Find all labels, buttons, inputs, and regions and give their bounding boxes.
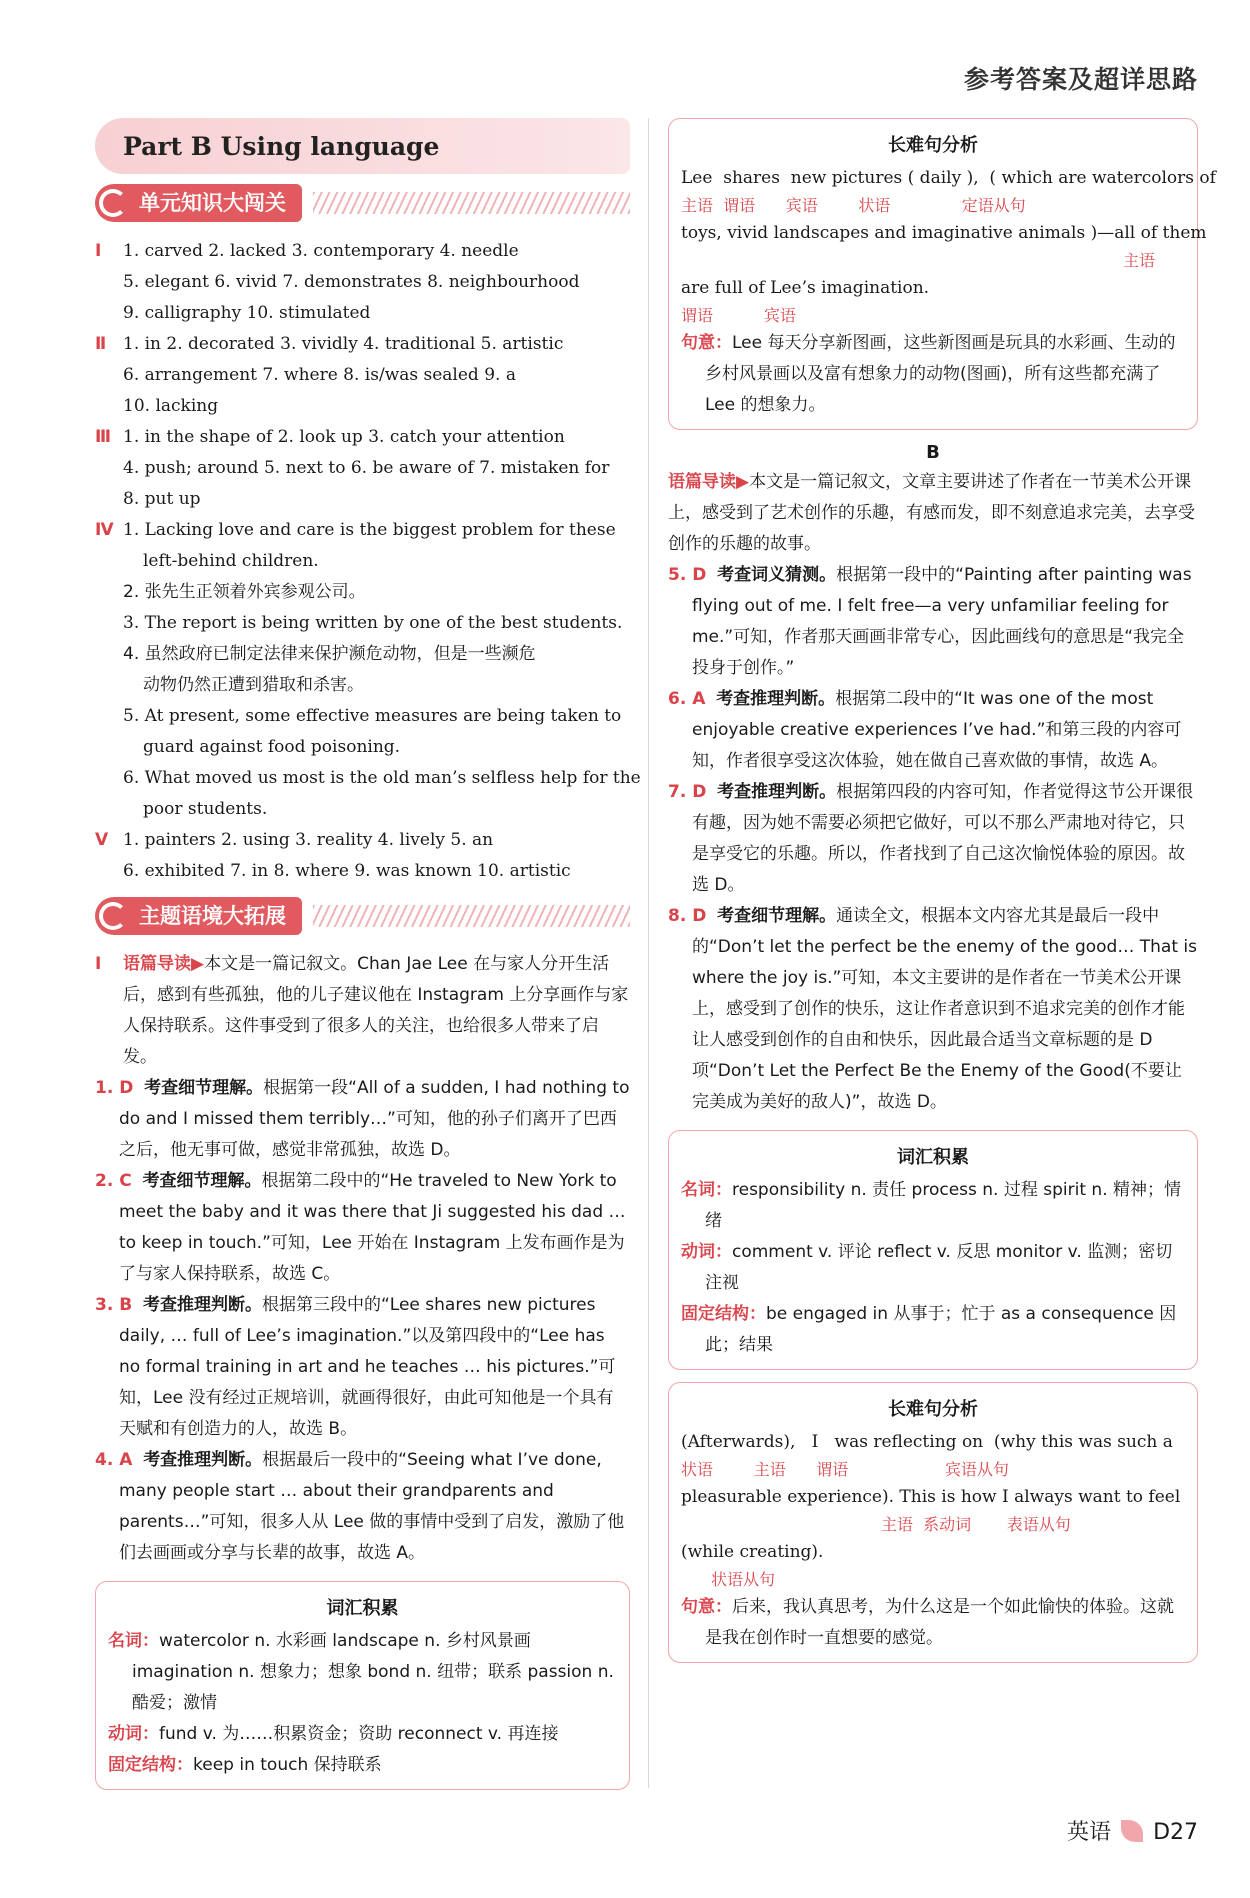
answer-line: 4. push; around 5. next to 6. be aware of 7. mistaken for — [123, 458, 610, 478]
answer-line: 6. arrangement 7. where 8. is/was sealed 9. a — [123, 365, 516, 385]
section-V: Ⅴ 1. painters 2. using 3. reality 4. lively 5. an 6. exhibited 7. in 8. where 9. was known 10. artistic — [95, 825, 630, 887]
answer-line: 1. Lacking love and care is the biggest problem for these — [123, 520, 616, 540]
answer-5 — [668, 560, 1198, 684]
part-title-bar — [95, 118, 630, 174]
answer-type: 考查词义猜测。 — [717, 565, 837, 585]
vocab-label: 固定结构： — [108, 1755, 193, 1775]
page-number: D27 — [1153, 1820, 1198, 1845]
sentence-line: pleasurable experience). This is how I always want to feel — [681, 1487, 1181, 1507]
vocab-nouns: responsibility n. 责任 process n. 过程 spirit n. 精神；情绪 — [705, 1180, 1182, 1231]
grammar-labels: 主语 — [1122, 251, 1155, 270]
grammar-labels: 谓语 宾语 — [681, 306, 796, 325]
passage-guide: Ⅰ 语篇导读▶本文是一篇记叙文。Chan Jae Lee 在与家人分开生活后，感到有些孤独，他的儿子建议他在 Instagram 上分享画作与家人保持联系。这件事受到了很多人的关注，也给很多人带来了启发。 — [95, 954, 629, 1067]
page-header: 参考答案及超详思路 — [963, 65, 1198, 94]
answer-line: 6. exhibited 7. in 8. where 9. was known 10. artistic — [123, 861, 571, 881]
grammar-labels: 主语 系动词 表语从句 — [881, 1515, 1071, 1534]
part-title: Part B Using language — [123, 132, 440, 161]
answer-number: 8. D — [668, 906, 707, 926]
answer-line: left-behind children. — [143, 551, 319, 571]
guide-text: 本文是一篇记叙文。Chan Jae Lee 在与家人分开生活后，感到有些孤独，他的儿子建议他在 Instagram 上分享画作与家人保持联系。这件事受到了很多人的关注，也给很多人带来了启发。 — [123, 954, 629, 1067]
answer-number: 1. D — [95, 1078, 134, 1098]
left-column — [95, 118, 641, 1802]
vocab-phrases: keep in touch 保持联系 — [193, 1755, 382, 1775]
answer-text: 根据最后一段中的“Seeing what I’ve done, many people start … about their grandparents and parents…”可知，很多人从 Lee 做的事情中受到了启发，激励了他们去画画或分享与长辈的故事，故选 A。 — [119, 1450, 625, 1563]
translation-text: Lee 每天分享新图画，这些新图画是玩具的水彩画、生动的乡村风景画以及富有想象力的动物(图画)，所有这些都充满了 Lee 的想象力。 — [705, 333, 1176, 415]
answer-number: 3. B — [95, 1295, 133, 1315]
vocab-title: 词汇积累 — [326, 1598, 399, 1619]
answer-number: 5. D — [668, 565, 707, 585]
guide-text: 本文是一篇记叙文，文章主要讲述了作者在一节美术公开课上，感受到了艺术创作的乐趣，有感而发，即不刻意追求完美，去享受创作的乐趣的故事。 — [668, 472, 1195, 554]
answer-line: 1. carved 2. lacked 3. contemporary 4. needle — [123, 241, 519, 261]
vocab-phrases: be engaged in 从事于；忙于 as a consequence 因此；结果 — [705, 1304, 1177, 1355]
answer-line: 6. What moved us most is the old man’s selfless help for the — [123, 768, 641, 788]
analysis-title: 长难句分析 — [888, 1399, 978, 1420]
analysis-title: 长难句分析 — [888, 135, 978, 156]
page-footer — [1067, 1815, 1198, 1846]
answer-text: 通读全文，根据本文内容尤其是最后一段中的“Don’t let the perfect be the enemy of the good… That is where the joy is.”可知，本文主要讲的是作者在一节美术公开课上，感受到了创作的快乐，这让作者意识到不追求完美的创作才能让人感受到创作的自由和快乐，因此最合适当文章标题的是 D 项“Don’t Let the Perfect Be the Enemy of the Good(不要让完美成为美好的敌人)”，故选 D。 — [692, 906, 1197, 1112]
answer-line: 10. lacking — [123, 396, 219, 416]
banner-label: 主题语境大拓展 — [95, 897, 302, 935]
answer-6 — [668, 684, 1198, 777]
answer-line: 2. 张先生正领着外宾参观公司。 — [123, 582, 366, 602]
answer-number: 4. A — [95, 1450, 133, 1470]
sentence-line: (Afterwards), I was reflecting on (why this was such a — [681, 1432, 1173, 1452]
answer-2 — [95, 1166, 630, 1290]
answer-type: 考查细节理解。 — [717, 906, 837, 926]
answer-type: 考查推理判断。 — [142, 1295, 262, 1315]
sentence-analysis-1 — [668, 118, 1216, 430]
answer-text: 根据第一段中的“Painting after painting was flying out of me. I felt free—a very unfamiliar feeling for me.”可知，作者那天画画非常专心，因此画线句的意思是“我完全投身于创作。” — [692, 565, 1192, 678]
answer-line: poor students. — [143, 799, 268, 819]
vocab-label: 动词： — [108, 1724, 159, 1744]
passage-guide-B — [668, 467, 1198, 560]
section-banner-knowledge — [95, 184, 630, 224]
answer-line: 1. painters 2. using 3. reality 4. lively 5. an — [123, 830, 494, 850]
answer-text: 根据第四段的内容可知，作者觉得这节公开课很有趣，因为她不需要必须把它做好，可以不那么严肃地对待它，只是享受它的乐趣。所以，作者找到了自己这次愉悦体验的原因。故选 D。 — [692, 782, 1194, 895]
swirl-icon — [99, 902, 127, 930]
banner-hatch — [313, 905, 630, 927]
section-banner-context — [95, 897, 630, 937]
answer-line: 1. in 2. decorated 3. vividly 4. traditional 5. artistic — [123, 334, 564, 354]
vocab-box-right — [668, 1130, 1198, 1370]
answer-type: 考查推理判断。 — [716, 689, 836, 709]
answer-1 — [95, 1073, 630, 1166]
answer-3 — [95, 1290, 630, 1445]
vocab-label: 名词： — [681, 1180, 732, 1200]
swirl-icon — [99, 189, 127, 217]
guide-label: 语篇导读▶ — [668, 472, 750, 492]
answer-line: 5. elegant 6. vivid 7. demonstrates 8. neighbourhood — [123, 272, 580, 292]
vocab-box-left — [95, 1581, 630, 1790]
sentence-line: toys, vivid landscapes and imaginative animals )—all of them — [681, 223, 1207, 243]
answer-text: 根据第二段中的“He traveled to New York to meet the baby and it was there that Ji suggested his dad … to keep in touch.”可知，Lee 开始在 Instagram 上发布画作是为了与家人保持联系，故选 C。 — [119, 1171, 626, 1284]
translation-label: 句意： — [681, 333, 732, 353]
answer-line: 5. At present, some effective measures are being taken to — [123, 706, 622, 726]
vocab-nouns: watercolor n. 水彩画 landscape n. 乡村风景画 imagination n. 想象力；想象 bond n. 纽带；联系 passion n. 酷爱；激情 — [132, 1631, 614, 1713]
grammar-labels: 主语 谓语 宾语 状语 定语从句 — [681, 196, 1026, 215]
sentence-line: are full of Lee’s imagination. — [681, 278, 930, 298]
answer-type: 考查推理判断。 — [717, 782, 837, 802]
answer-line: 4. 虽然政府已制定法律来保护濒危动物，但是一些濒危 — [123, 644, 536, 664]
subject-label: 英语 — [1067, 1820, 1112, 1845]
answer-line: 1. in the shape of 2. look up 3. catch your attention — [123, 427, 565, 447]
answer-text: 根据第二段中的“It was one of the most enjoyable creative experiences I’ve had.”和第三段的内容可知，作者很享受这次体验，她在做自己喜欢做的事情，故选 A。 — [692, 689, 1182, 771]
section-I: Ⅰ 1. carved 2. lacked 3. contemporary 4. needle 5. elegant 6. vivid 7. demonstrates 8. neighbourhood 9. calligraphy 10. stimulated — [95, 236, 630, 329]
vocab-label: 动词： — [681, 1242, 732, 1262]
answer-type: 考查细节理解。 — [142, 1171, 262, 1191]
answer-text: 根据第一段“All of a sudden, I had nothing to do and I missed them terribly…”可知，他的孙子们离开了巴西之后，他无事可做，感觉非常孤独，故选 D。 — [119, 1078, 630, 1160]
vocab-verbs: fund v. 为……积累资金；资助 reconnect v. 再连接 — [159, 1724, 559, 1744]
sentence-line: Lee shares new pictures ( daily ), ( which are watercolors of — [681, 168, 1216, 188]
vocab-title: 词汇积累 — [897, 1147, 969, 1168]
answer-8 — [668, 901, 1198, 1118]
section-III: Ⅲ 1. in the shape of 2. look up 3. catch your attention 4. push; around 5. next to 6. be aware of 7. mistaken for 8. put up — [95, 422, 630, 515]
vocab-label: 名词： — [108, 1631, 159, 1651]
sentence-line: (while creating). — [681, 1542, 824, 1562]
section-heading-B: B — [926, 442, 940, 463]
grammar-labels: 状语从句 — [711, 1570, 776, 1589]
right-column — [668, 118, 1216, 1675]
sentence-analysis-2 — [668, 1382, 1198, 1663]
answer-line: guard against food poisoning. — [143, 737, 401, 757]
answer-4 — [95, 1445, 630, 1569]
guide-label: 语篇导读▶ — [123, 954, 205, 974]
answer-line: 3. The report is being written by one of the best students. — [123, 613, 623, 633]
banner-label: 单元知识大闯关 — [95, 184, 302, 222]
banner-hatch — [313, 192, 630, 214]
leaf-icon — [1121, 1820, 1143, 1842]
translation-text: 后来，我认真思考，为什么这是一个如此愉快的体验。这就是我在创作时一直想要的感觉。 — [705, 1597, 1174, 1648]
section-IV: Ⅳ 1. Lacking love and care is the biggest problem for these left-behind children. 2. 张先生正领着外宾参观公司。 3. The report is being written by one of the best students. 4. 虽然政府已制定法律来保护濒危动物，但是一些濒危 动物仍然正遭到猎取和杀害。 5. At present, some effective measures are being taken to guard against food poisoning. 6. What moved us most is the old man’s selfless help for the poor students. — [95, 515, 630, 825]
answer-number: 7. D — [668, 782, 707, 802]
answer-type: 考查推理判断。 — [143, 1450, 263, 1470]
vocab-verbs: comment v. 评论 reflect v. 反思 monitor v. 监测；密切注视 — [705, 1242, 1173, 1293]
grammar-labels: 状语 主语 谓语 宾语从句 — [681, 1460, 1009, 1479]
column-divider — [648, 118, 649, 1788]
section-II: Ⅱ 1. in 2. decorated 3. vividly 4. traditional 5. artistic 6. arrangement 7. where 8. is/was sealed 9. a 10. lacking — [95, 329, 630, 422]
answer-line: 动物仍然正遭到猎取和杀害。 — [143, 675, 364, 695]
answer-number: 2. C — [95, 1171, 132, 1191]
answer-text: 根据第三段中的“Lee shares new pictures daily, … full of Lee’s imagination.”以及第四段中的“Lee has no formal training in art and he teaches … his pictures.”可知，Lee 没有经过正规培训，就画得很好，由此可知他是一个具有天赋和有创造力的人，故选 B。 — [119, 1295, 616, 1439]
translation-label: 句意： — [681, 1597, 732, 1617]
answer-number: 6. A — [668, 689, 706, 709]
answer-7 — [668, 777, 1198, 901]
answer-type: 考查细节理解。 — [144, 1078, 264, 1098]
vocab-label: 固定结构： — [681, 1304, 766, 1324]
answer-line: 9. calligraphy 10. stimulated — [123, 303, 371, 323]
answer-line: 8. put up — [123, 489, 201, 509]
